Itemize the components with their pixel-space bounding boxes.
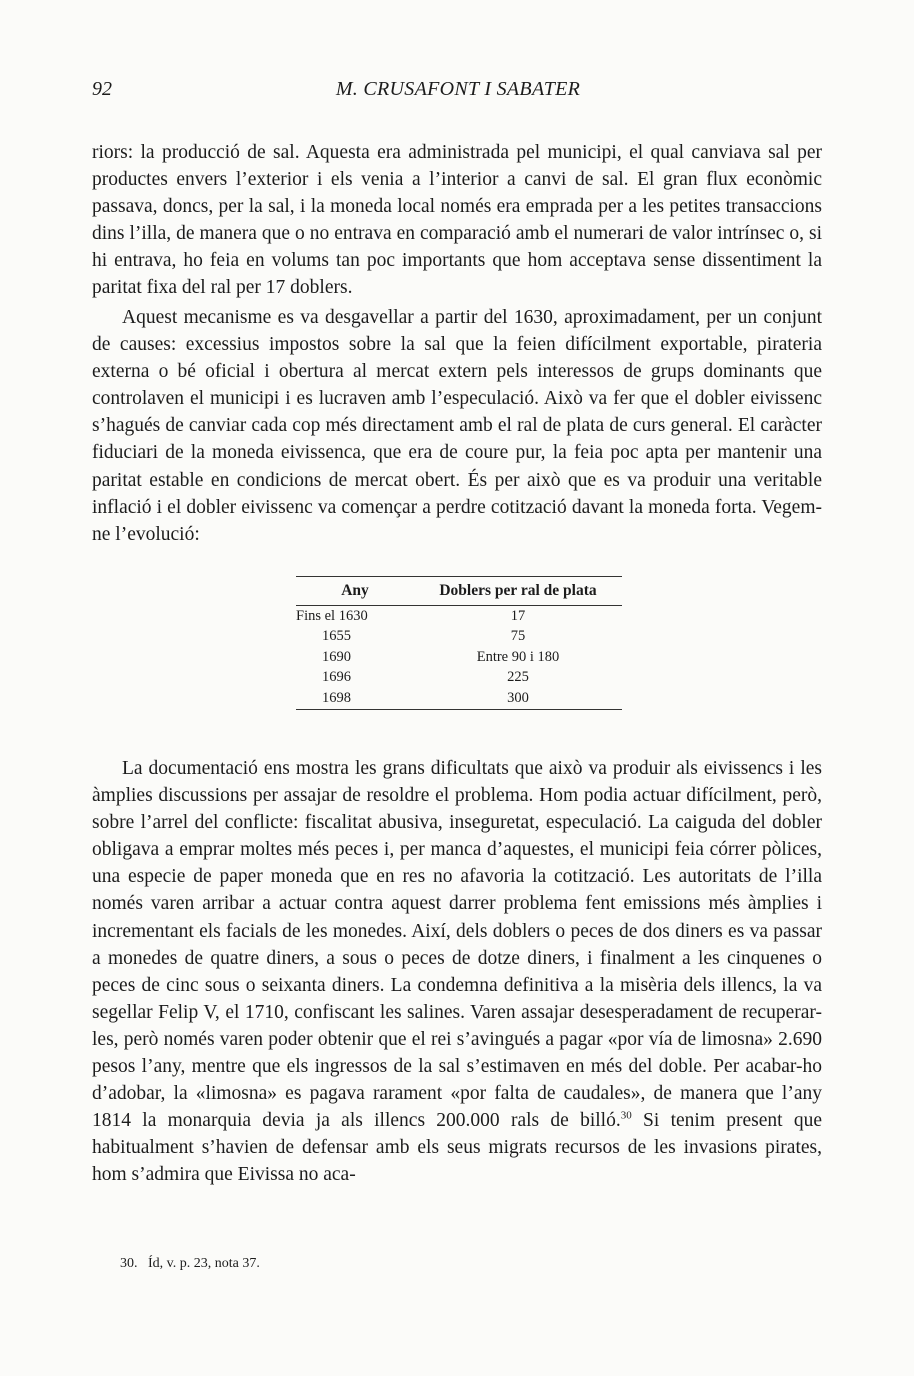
cell-year: 1690	[322, 648, 351, 665]
table-row	[296, 626, 622, 646]
footnote-reference: 30	[620, 1109, 632, 1122]
table-row	[296, 606, 622, 627]
table-row	[296, 667, 622, 687]
footnote	[120, 1256, 260, 1272]
cell-year: Fins el 1630	[296, 608, 368, 624]
paragraph-1: riors: la producció de sal. Aquesta era administrada pel municipi, el qual canviava sal per productes envers l’exterior i els venia a l’interior a canvi de sal. El gran flux econòmic passava, doncs, per la sal, i la moneda local només era emprada per a les petites transaccions dins l’illa, de manera que o no entrava en comparació amb el numerari de valor intrínsec o, si hi entrava, ho feia en volums tan poc importants que hom acceptava sense dissentiment la paritat fixa del ral per 17 doblers.	[92, 142, 822, 299]
footnote-text: Íd, v. p. 23, nota 37.	[148, 1256, 260, 1271]
cell-doblers: 300	[414, 688, 622, 710]
table-row	[296, 647, 622, 667]
paragraph-2: Aquest mecanisme es va desgavellar a partir del 1630, aproximadament, per un conjunt de causes: excessius impostos sobre la sal que la feien difícilment exportable, pirateria externa o bé oficial i obertura al mercat extern pels interessos de grups dominants que controlaven el municipi i es lucraven amb l’especulació. Això va fer que el dobler eivissenc s’hagués de canviar cada cop més directament amb el ral de plata de curs general. El caràcter fiduciari de la moneda eivissenca, que era de coure pur, la feia poc apta per mantenir una paritat estable en condicions de mercat obert. És per això que es va produir una veritable inflació i el dobler eivissenc va començar a perdre cotització davant la moneda forta. Vegem-ne l’evolució:	[92, 307, 822, 545]
paragraph-3-text: La documentació ens mostra les grans dificultats que això va produir als eivissencs i les àmplies discussions per assajar de resoldre el problema. Hom podia actuar difícilment, però, sobre l’arrel del conflicte: fiscalitat abusiva, inseguretat, especulació. La caiguda del dobler obligava a emprar moltes més peces i, per manca d’aquestes, el municipi feia córrer pòlices, una especie de paper moneda que en res no afavoria la cotització. Les autoritats de l’illa només varen arribar a actuar contra aquest darrer problema fent emissions més àmplies i incrementant els facials de les monedes. Així, dels doblers o peces de dos diners es va passar a monedes de quatre diners, a sous o peces de dotze diners, i finalment a les cinquenes o peces de cinc sous o seixanta diners. La condemna definitiva a la misèria dels illencs, la va segellar Felip V, el 1710, confiscant les salines. Varen assajar desesperadament de recuperar-les, però només varen poder obtenir que el rei s’avingués a pagar «por vía de limosna» 2.690 pesos l’any, mentre que els ingressos de la sal s’estimaven en més del doble. Per acabar-ho d’adobar, la «limosna» es pagava rarament «por falta de caudales», de manera que l’any 1814 la monarquia devia ja als illencs 200.000 rals de billó.	[92, 758, 822, 1132]
cell-doblers: 17	[510, 608, 526, 624]
paragraph-3-end: Si tenim present que habitualment s’havien de defensar amb els seus migrats recursos de les invasions pirates, hom s’admira que Eivissa no aca-	[92, 1110, 823, 1186]
column-header-any: Any	[296, 577, 414, 606]
footnote-number: 30.	[120, 1256, 138, 1271]
exchange-rate-table	[296, 576, 622, 710]
page-number: 92	[92, 78, 112, 100]
cell-year: 1655	[322, 628, 351, 645]
cell-doblers: 75	[510, 628, 526, 645]
cell-year: 1698	[296, 688, 414, 710]
table-header-row	[296, 577, 622, 606]
running-head: M. CRUSAFONT I SABATER	[335, 78, 581, 100]
page-header	[92, 78, 824, 108]
cell-doblers: 225	[507, 669, 529, 686]
table-row	[296, 688, 622, 710]
cell-year: 1696	[322, 669, 351, 686]
column-header-doblers: Doblers per ral de plata	[414, 577, 622, 606]
paragraph-3	[92, 755, 822, 1189]
cell-doblers: Entre 90 i 180	[476, 648, 560, 665]
